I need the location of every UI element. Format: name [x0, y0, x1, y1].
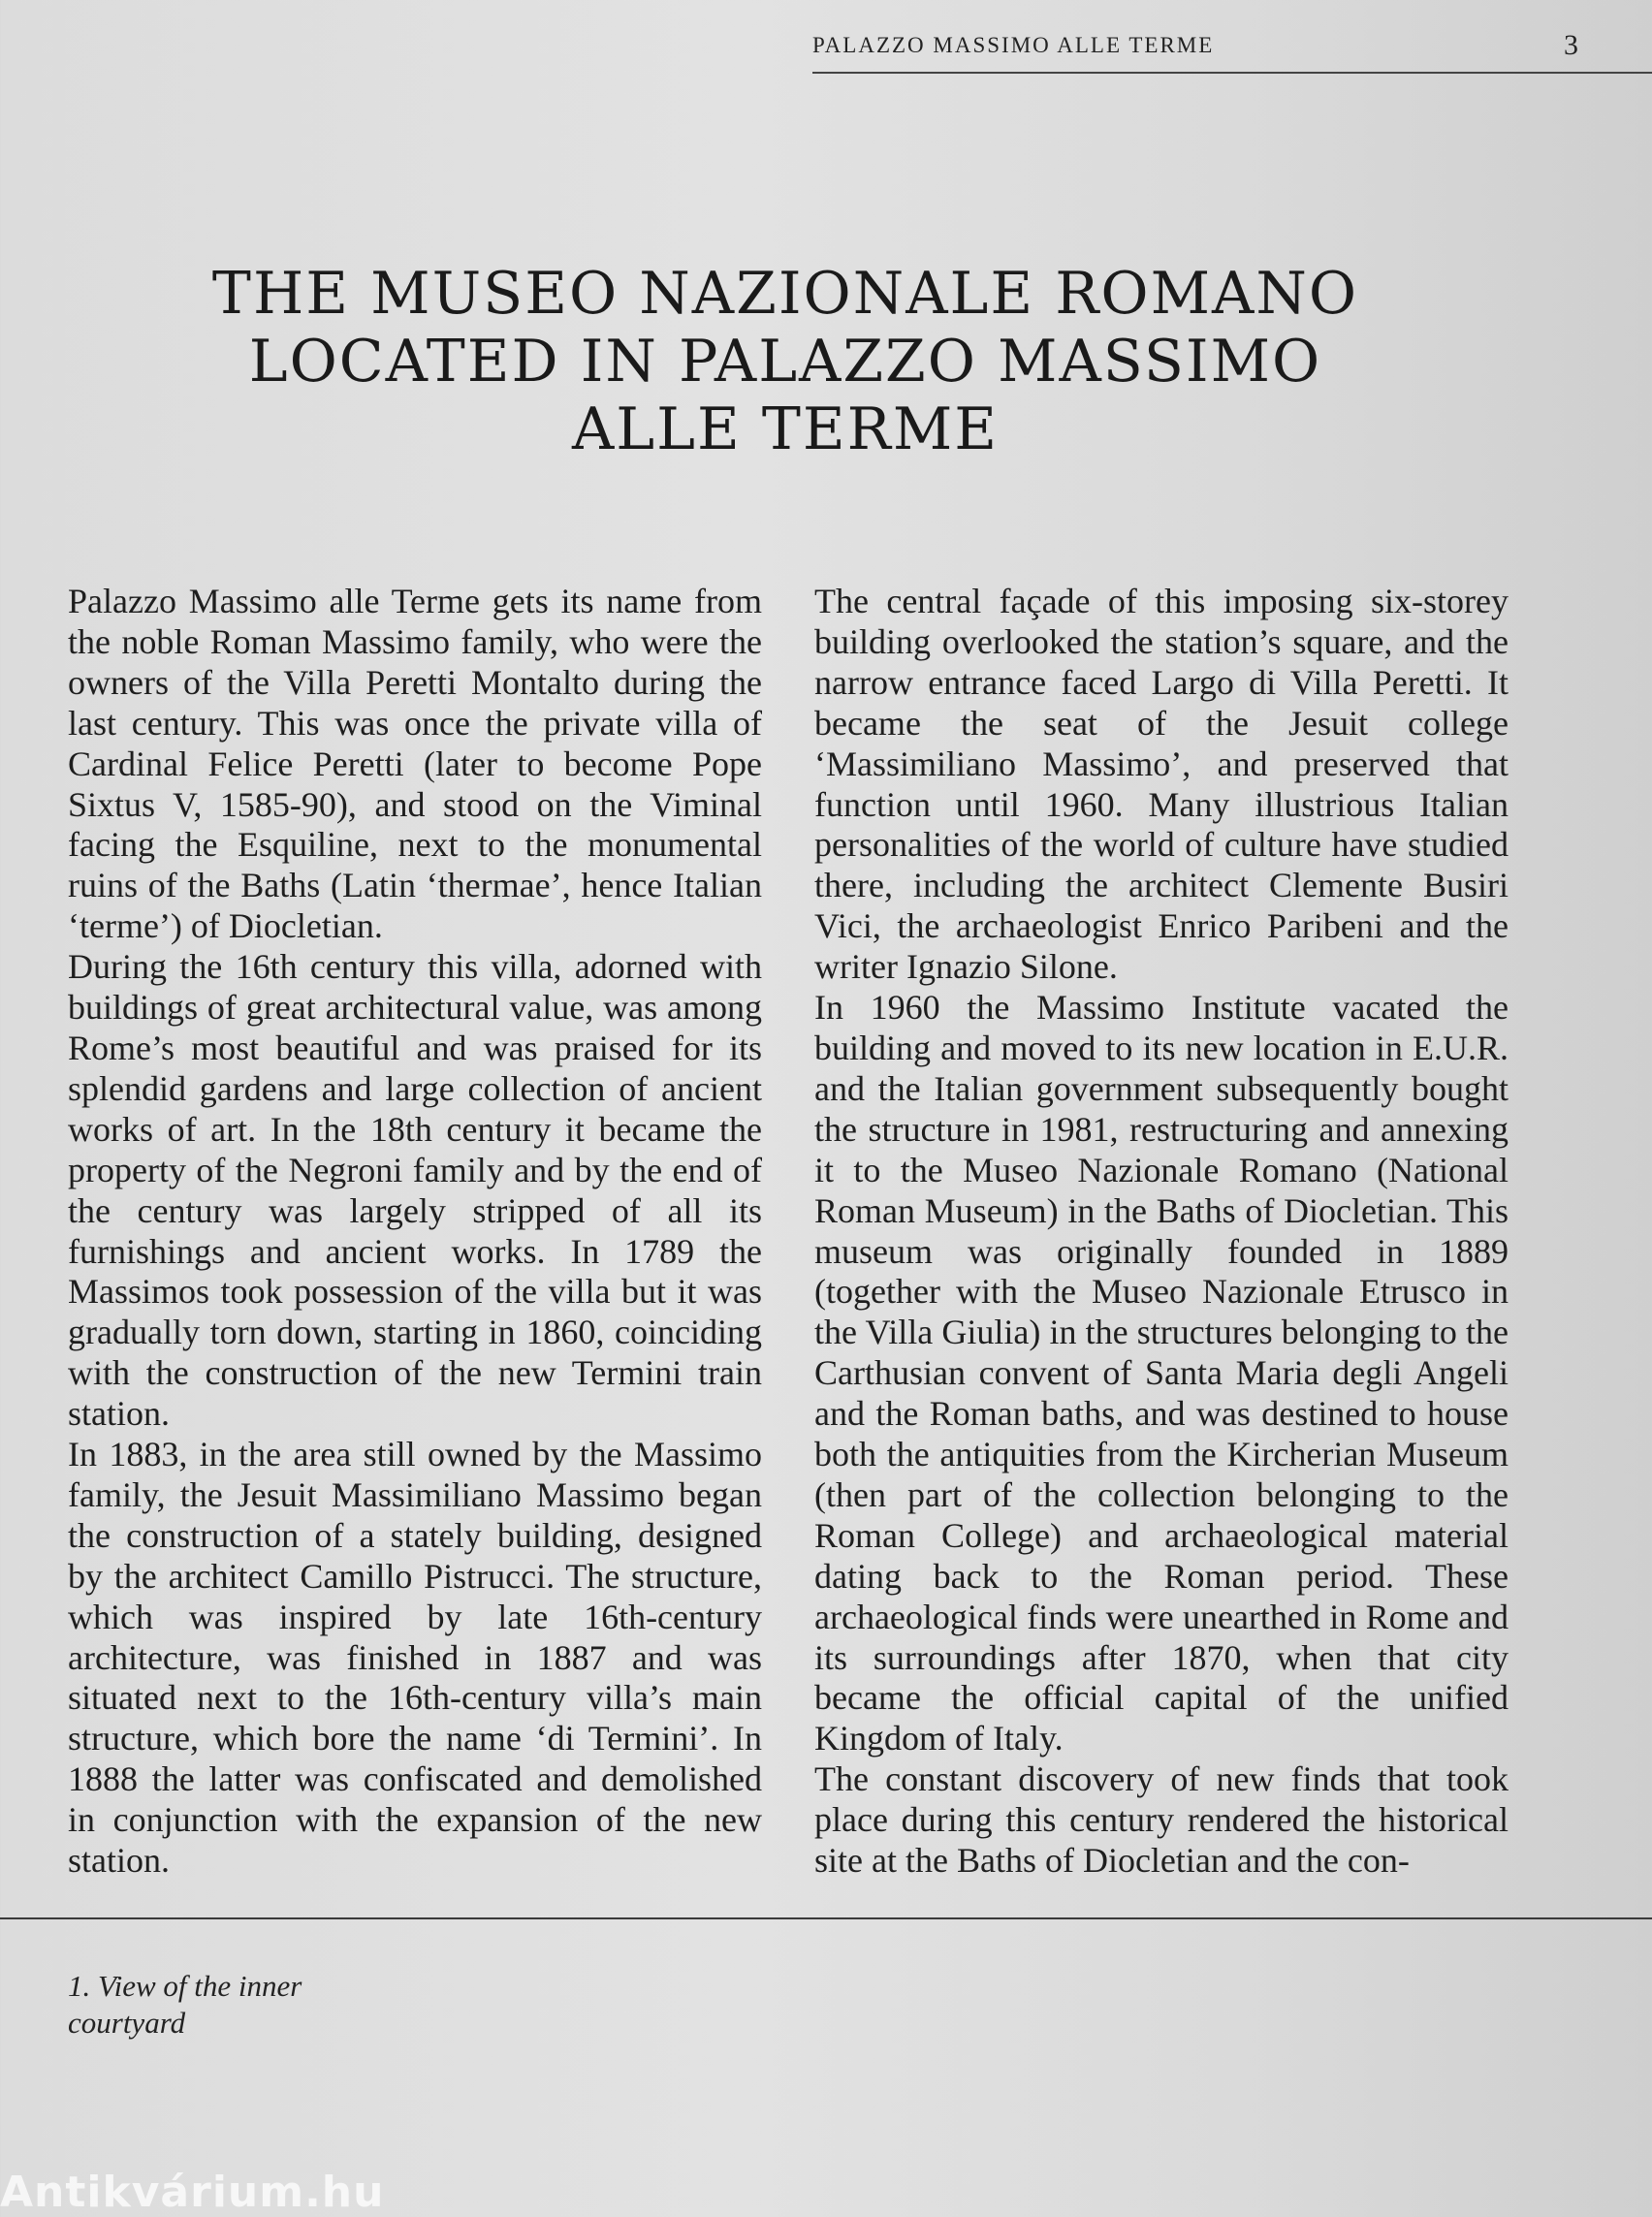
running-header — [812, 29, 1652, 74]
paragraph: In 1883, in the area still owned by the Massimo family, the Jesuit Massimiliano Massimo began the construction of a stately building, designed by the architect Camillo Pistrucci. The structure, which was inspired by late 16th-century architecture, was finished in 1887 and was situated next to the 16th-century villa’s main structure, which bore the name ‘di Termini’. In 1888 the latter was confiscated and demolished in conjunction with the expansion of the new station. — [68, 1435, 762, 1881]
caption-line-2: courtyard — [68, 2006, 186, 2040]
paragraph: Palazzo Massimo alle Terme gets its name from the noble Roman Massimo family, who were the owners of the Villa Peretti Montalto during the last century. This was once the private villa of Cardinal Felice Peretti (later to become Pope Sixtus V, 1585-90), and stood on the Viminal facing the Esquiline, next to the monumental ruins of the Baths (Latin ‘thermae’, hence Italian ‘terme’) of Diocletian. — [68, 582, 762, 946]
watermark: Antikvárium.hu — [0, 2168, 385, 2217]
paragraph: The constant discovery of new finds that took place during this century rendered the historical site at the Baths of Diocletian and the con- — [814, 1759, 1509, 1881]
paragraph: During the 16th century this villa, adorned with buildings of great architectural value, was among Rome’s most beautiful and was praised for its splendid gardens and large collection of ancient works of art. In the 18th century it became the property of the Negroni family and by the end of the century was largely stripped of all its furnishings and ancient works. In 1789 the Massimos took possession of the villa but it was gradually torn down, starting in 1860, coinciding with the construction of the new Termini train station. — [68, 947, 762, 1434]
title-line-2: LOCATED IN PALAZZO MASSIMO — [248, 328, 1322, 396]
figure-caption — [68, 1968, 302, 2042]
running-title: PALAZZO MASSIMO ALLE TERME — [812, 33, 1215, 57]
horizontal-divider — [0, 1917, 1652, 1919]
page-number: 3 — [1564, 29, 1578, 61]
paragraph: In 1960 the Massimo Institute vacated the building and moved to its new location in E.U.R. and the Italian government subsequently bought the structure in 1981, restructuring and annexing it to the Museo Nazionale Romano (National Roman Museum) in the Baths of Diocletian. This museum was originally founded in 1889 (together with the Museo Nazionale Etrusco in the Villa Giulia) in the structures belonging to the Carthusian convent of Santa Maria degli Angeli and the Roman baths, and was destined to house both the antiquities from the Kircherian Museum (then part of the collection belonging to the Roman College) and archaeological material dating back to the Roman period. These archaeological finds were unearthed in Rome and its surroundings after 1870, when that city became the official capital of the unified Kingdom of Italy. — [814, 988, 1509, 1758]
caption-line-1: 1. View of the inner — [68, 1969, 302, 2003]
page-title — [116, 260, 1454, 463]
title-line-1: THE MUSEO NAZIONALE ROMANO — [211, 260, 1359, 328]
right-column — [814, 582, 1509, 1882]
paragraph: The central façade of this imposing six-storey building overlooked the station’s square, and the narrow entrance faced Largo di Villa Peretti. It became the seat of the Jesuit college ‘Massimiliano Massimo’, and preserved that function until 1960. Many illustrious Italian personalities of the world of culture have studied there, including the architect Clemente Busiri Vici, the archaeologist Enrico Paribeni and the writer Ignazio Silone. — [814, 582, 1509, 987]
left-column — [68, 582, 762, 1882]
title-line-3: ALLE TERME — [571, 396, 1000, 463]
